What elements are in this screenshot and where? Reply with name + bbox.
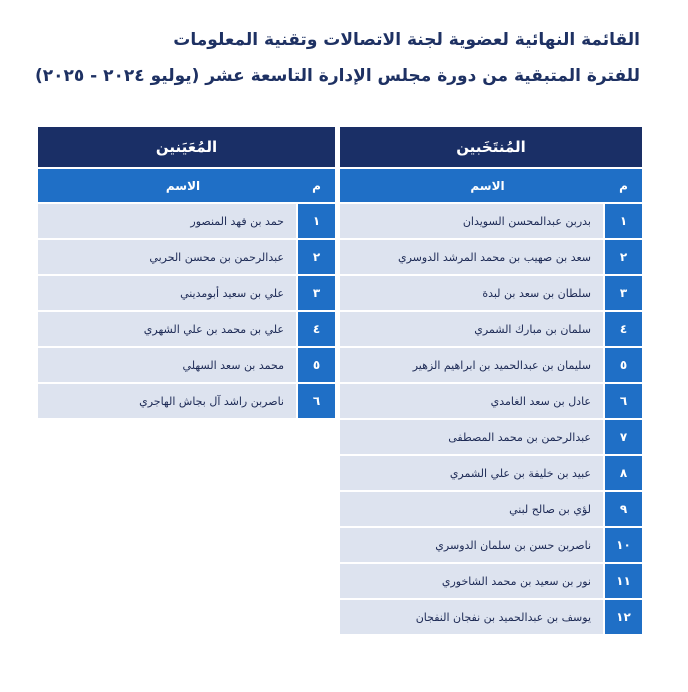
table-row	[340, 420, 642, 454]
member-name: حمد بن فهد المنصور	[38, 204, 296, 238]
appointed-members-table	[38, 127, 335, 418]
appointed-group-header: المُعَيَنين	[38, 127, 335, 167]
row-number: ٣	[605, 276, 642, 310]
number-column-label: م	[619, 178, 628, 193]
elected-column-header	[340, 169, 642, 202]
row-number: ١	[298, 204, 335, 238]
row-number: ٥	[298, 348, 335, 382]
elected-members-table	[340, 127, 642, 634]
row-number: ١	[605, 204, 642, 238]
table-row	[340, 348, 642, 382]
table-row	[38, 348, 335, 382]
row-number: ٢	[605, 240, 642, 274]
table-row	[38, 384, 335, 418]
name-column-label: الاسم	[470, 178, 505, 193]
member-name: سلطان بن سعد بن لبدة	[340, 276, 603, 310]
table-row	[38, 276, 335, 310]
table-row	[340, 600, 642, 634]
member-name: سليمان بن عبدالحميد بن ابراهيم الزهير	[340, 348, 603, 382]
row-number: ١١	[605, 564, 642, 598]
table-row	[340, 384, 642, 418]
row-number: ٢	[298, 240, 335, 274]
page-title: القائمة النهائية لعضوية لجنة الاتصالات وتقنية المعلومات	[173, 30, 640, 50]
table-row	[340, 276, 642, 310]
member-name: عبيد بن خليفة بن علي الشمري	[340, 456, 603, 490]
row-number: ٨	[605, 456, 642, 490]
member-name: علي بن محمد بن علي الشهري	[38, 312, 296, 346]
page-subtitle: للفترة المتبقية من دورة مجلس الإدارة التاسعة عشر (يوليو ٢٠٢٤ - ٢٠٢٥)	[34, 66, 640, 86]
member-name: سلمان بن مبارك الشمري	[340, 312, 603, 346]
row-number: ٩	[605, 492, 642, 526]
table-row	[340, 492, 642, 526]
elected-rows	[340, 204, 642, 634]
table-row	[340, 312, 642, 346]
appointed-column-header	[38, 169, 335, 202]
member-name: نور بن سعيد بن محمد الشاخوري	[340, 564, 603, 598]
elected-group-header: المُنتَخَبين	[340, 127, 642, 167]
table-row	[38, 204, 335, 238]
name-column-label: الاسم	[165, 178, 201, 193]
table-row	[38, 312, 335, 346]
row-number: ٤	[605, 312, 642, 346]
row-number: ٤	[298, 312, 335, 346]
row-number: ٦	[605, 384, 642, 418]
member-name: ناصربن راشد آل بجاش الهاجري	[38, 384, 296, 418]
member-name: علي بن سعيد أبومديني	[38, 276, 296, 310]
row-number: ٦	[298, 384, 335, 418]
member-name: ناصربن حسن بن سلمان الدوسري	[340, 528, 603, 562]
appointed-rows	[38, 204, 335, 418]
table-row	[340, 564, 642, 598]
member-name: محمد بن سعد السهلي	[38, 348, 296, 382]
row-number: ١٠	[605, 528, 642, 562]
member-name: سعد بن صهيب بن محمد المرشد الدوسري	[340, 240, 603, 274]
row-number: ٣	[298, 276, 335, 310]
number-column-label: م	[312, 178, 321, 193]
row-number: ٥	[605, 348, 642, 382]
member-name: بدربن عبدالمحسن السويدان	[340, 204, 603, 238]
member-name: يوسف بن عبدالحميد بن نفجان النفجان	[340, 600, 603, 634]
member-name: لؤي بن صالح لبني	[340, 492, 603, 526]
member-name: عبدالرحمن بن محسن الحربي	[38, 240, 296, 274]
member-name: عبدالرحمن بن محمد المصطفى	[340, 420, 603, 454]
table-row	[340, 528, 642, 562]
member-name: عادل بن سعد الغامدي	[340, 384, 603, 418]
row-number: ٧	[605, 420, 642, 454]
table-row	[38, 240, 335, 274]
row-number: ١٢	[605, 600, 642, 634]
table-row	[340, 204, 642, 238]
table-row	[340, 456, 642, 490]
table-row	[340, 240, 642, 274]
